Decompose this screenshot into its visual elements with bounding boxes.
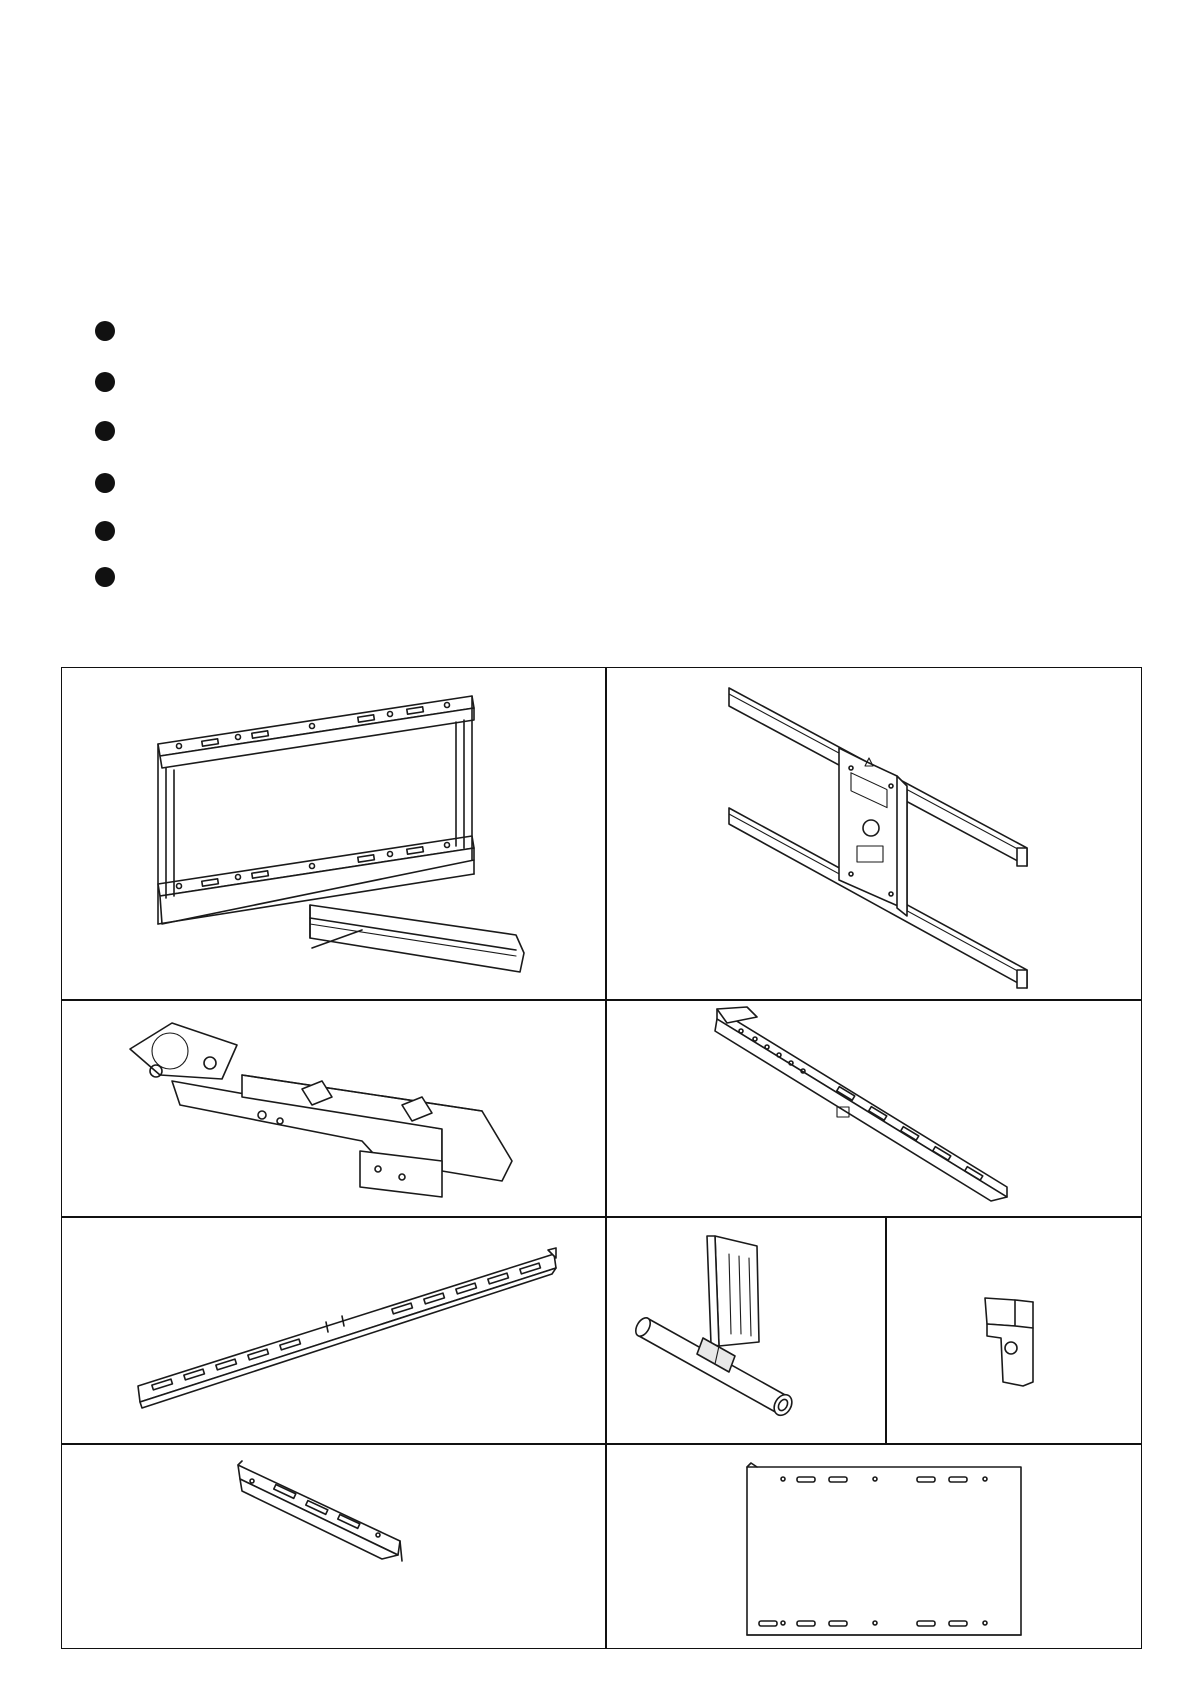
part-small-clip: [887, 1218, 1143, 1443]
bullet-4: [95, 473, 115, 493]
part-wall-plate-with-cover: [62, 668, 605, 999]
long-rail-drawing: [62, 1218, 605, 1443]
bullet-6: [95, 567, 115, 587]
vertical-rail-drawing: [607, 1001, 1143, 1216]
flat-plate-drawing: [607, 1445, 1143, 1648]
articulating-arm-drawing: [62, 1001, 605, 1216]
part-tube-clamp: [607, 1218, 885, 1443]
part-short-bracket: [62, 1445, 605, 1648]
part-articulating-arm: [62, 1001, 605, 1216]
tv-bracket-drawing: [607, 668, 1143, 999]
part-long-rail: [62, 1218, 605, 1443]
bullet-2: [95, 372, 115, 392]
part-flat-plate: [607, 1445, 1143, 1648]
bullet-5: [95, 521, 115, 541]
tube-clamp-drawing: [607, 1218, 885, 1443]
small-clip-drawing: [887, 1218, 1143, 1443]
wall-plate-drawing: [62, 668, 605, 999]
bullet-3: [95, 421, 115, 441]
parts-grid: [61, 667, 1142, 1649]
short-bracket-drawing: [62, 1445, 605, 1648]
part-vertical-rail: [607, 1001, 1143, 1216]
part-tv-bracket-with-arms: [607, 668, 1143, 999]
bullet-1: [95, 321, 115, 341]
